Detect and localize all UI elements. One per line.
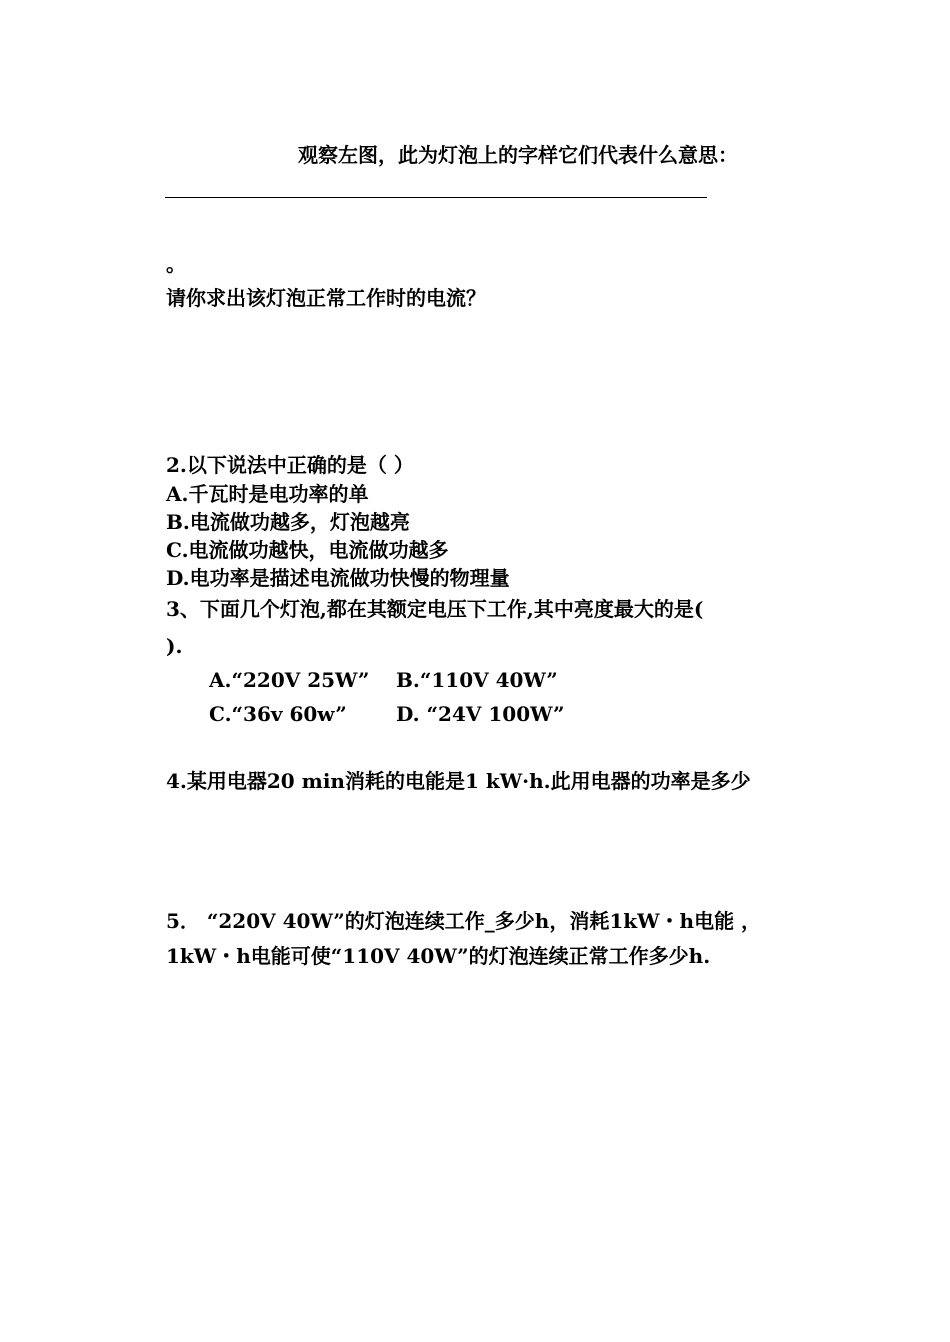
q2-option-c: C.电流做功越快，电流做功越多: [166, 538, 449, 562]
q5-line-1: 5． “220V 40W”的灯泡连续工作_多少h，消耗1kW・h电能 ，: [166, 909, 762, 933]
q2-option-d: D.电功率是描述电流做功快慢的物理量: [166, 566, 510, 590]
answer-blank-line: [165, 197, 707, 198]
q1-blank-end: 。: [166, 252, 186, 276]
q2-option-b: B.电流做功越多，灯泡越亮: [166, 510, 410, 534]
q3-option-c: C.“36v 60w”: [209, 702, 347, 726]
q2-stem: 2.以下说法中正确的是（ ）: [166, 453, 414, 477]
q3-stem-end: ).: [166, 634, 183, 658]
q1-ask: 请你求出该灯泡正常工作时的电流？: [166, 286, 486, 310]
q2-option-a: A.千瓦时是电功率的单: [166, 482, 369, 506]
q3-option-d: D. “24V 100W”: [396, 702, 565, 726]
q5-line-2: 1kW・h电能可使“110V 40W”的灯泡连续正常工作多少h.: [166, 944, 711, 968]
q3-option-b: B.“110V 40W”: [396, 668, 558, 692]
q3-option-a: A.“220V 25W”: [209, 668, 370, 692]
q1-prompt: 观察左图，此为灯泡上的字样它们代表什么意思：: [298, 143, 738, 167]
q3-stem: 3、下面几个灯泡,都在其额定电压下工作,其中亮度最大的是(: [166, 597, 704, 621]
q4-stem: 4.某用电器20 min消耗的电能是1 kW·h.此用电器的功率是多少: [166, 769, 751, 793]
